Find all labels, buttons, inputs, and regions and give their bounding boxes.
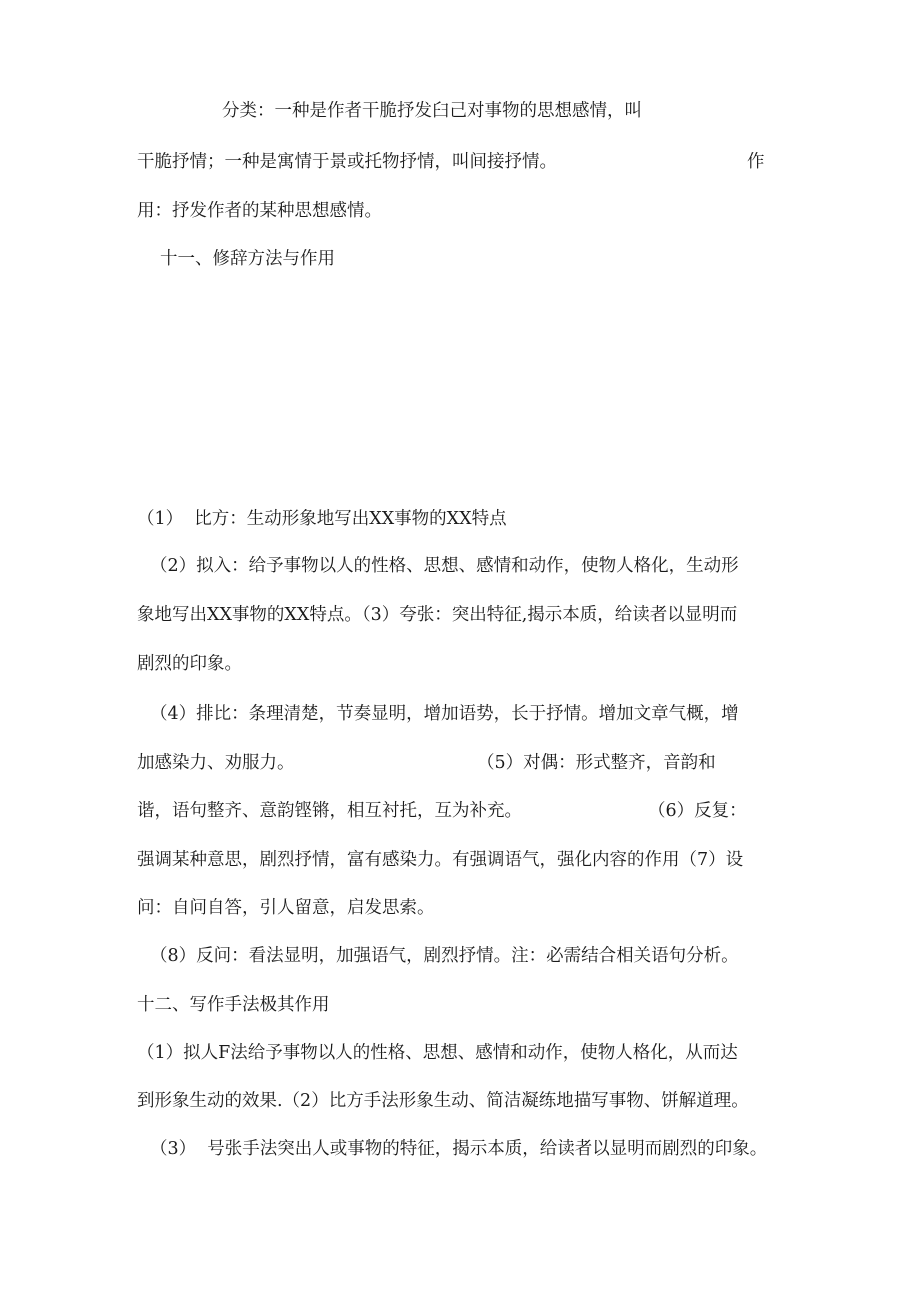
paragraph-line: （6）反复：: [648, 801, 747, 821]
paragraph-line: 用：抒发作者的某种思想感情。: [137, 201, 382, 221]
paragraph-line: （8）反问：看法显明，加强语气，剧烈抒情。注：必需结合相关语句分析。: [150, 946, 739, 966]
paragraph-line: （2）拟入：给予事物以人的性格、思想、感情和动作，使物人格化，生动形: [150, 556, 739, 576]
paragraph-line: （1）拟人F法给予事物以人的性格、思想、感情和动作，使物人格化，从而达: [137, 1043, 738, 1063]
paragraph-line: 象地写出XX事物的XX特点。（3）夸张：突出特征,揭示本质，给读者以显明而: [137, 605, 738, 625]
paragraph-line: 强调某种意思，剧烈抒情，富有感染力。有强调语气，强化内容的作用（7）设: [137, 850, 744, 870]
paragraph-line: （3） 号张手法突出人或事物的特征，揭示本质，给读者以显明而剧烈的印象。: [150, 1139, 768, 1159]
paragraph-line: 干脆抒情；一种是寓情于景或托物抒情，叫间接抒情。: [137, 152, 557, 172]
paragraph-line: 作: [747, 152, 765, 172]
paragraph-line: 谐，语句整齐、意韵铿锵，相互衬托，互为补充。: [137, 801, 522, 821]
paragraph-line: （4）排比：条理清楚，节奏显明，增加语势，长于抒情。增加文章气概，增: [150, 704, 739, 724]
section-heading: 十二、写作手法极其作用: [137, 995, 330, 1015]
paragraph-line: 剧烈的印象。: [137, 654, 242, 674]
paragraph-line: 分类：一种是作者干脆抒发臼己对事物的思想感情，叫: [222, 101, 642, 121]
paragraph-line: 到形象生动的效果.（2）比方手法形象生动、简洁凝练地描写事物、饼解道理。: [137, 1091, 749, 1111]
paragraph-line: （1） 比方：生动形象地写出XX事物的XX特点: [137, 509, 507, 529]
paragraph-line: （5）对偶：形式整齐，音韵和: [477, 753, 716, 773]
paragraph-line: 问：自问自答，引人留意，启发思索。: [137, 898, 435, 918]
section-heading: 十一、修辞方法与作用: [160, 249, 335, 269]
paragraph-line: 加感染力、劝服力。: [137, 753, 295, 773]
